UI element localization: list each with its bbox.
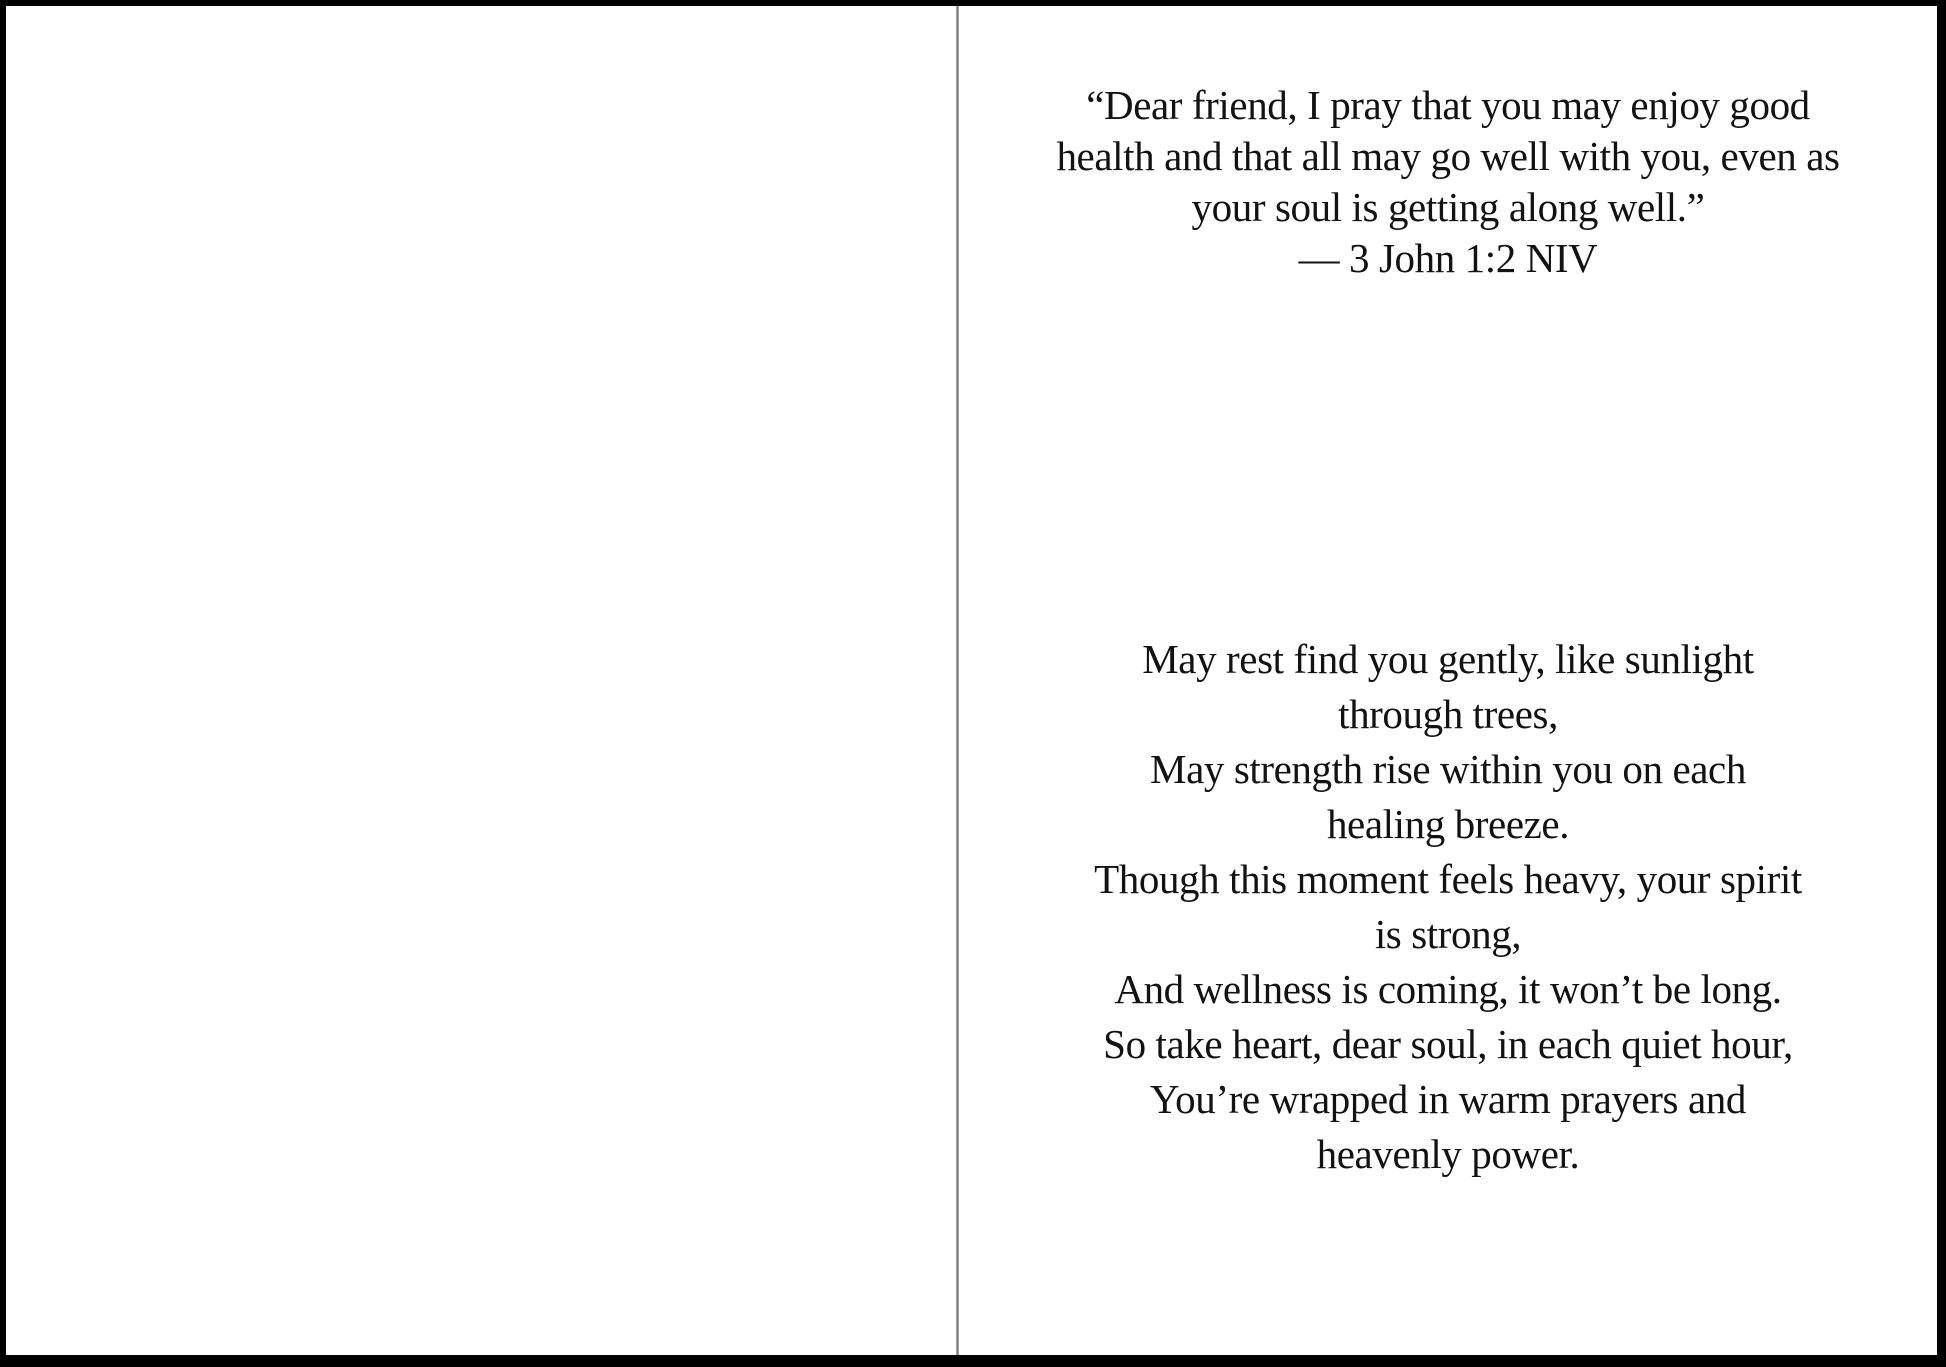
card-right-page (959, 6, 1937, 1355)
poem-line: is strong, (1374, 911, 1522, 957)
poem-line: You’re wrapped in warm prayers and (1150, 1076, 1746, 1122)
verse-line: — 3 John 1:2 NIV (1298, 235, 1598, 281)
poem-line: Though this moment feels heavy, your spirit (1094, 856, 1802, 902)
bible-verse-block (973, 80, 1923, 284)
poem-line: through trees, (1338, 691, 1558, 737)
poem-line: And wellness is coming, it won’t be long. (1114, 966, 1782, 1012)
verse-line: health and that all may go well with you, even as (1056, 133, 1840, 179)
verse-line: “Dear friend, I pray that you may enjoy good (1086, 82, 1810, 128)
poem-line: healing breeze. (1326, 801, 1570, 847)
verse-line: your soul is getting along well.” (1191, 184, 1705, 230)
poem-line: heavenly power. (1316, 1131, 1580, 1177)
poem-block (973, 632, 1923, 1182)
poem-line: May rest find you gently, like sunlight (1142, 636, 1754, 682)
poem-line: May strength rise within you on each (1150, 746, 1746, 792)
card-left-page (6, 6, 956, 1355)
poem-line: So take heart, dear soul, in each quiet hour, (1103, 1021, 1793, 1067)
